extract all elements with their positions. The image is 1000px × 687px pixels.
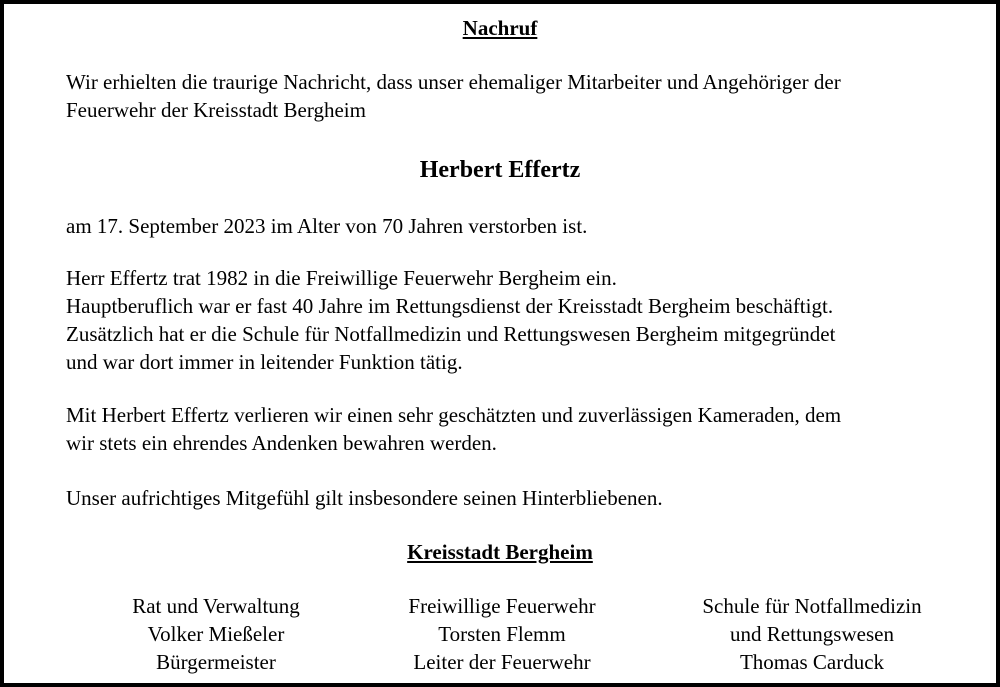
intro-paragraph xyxy=(66,68,936,124)
death-paragraph xyxy=(66,212,936,240)
organization-heading: Kreisstadt Bergheim xyxy=(407,540,593,564)
signature-line: Freiwillige Feuerwehr xyxy=(408,594,596,618)
signature-block xyxy=(4,592,996,676)
deceased-name: Herbert Effertz xyxy=(419,157,581,183)
tribute-paragraph xyxy=(66,401,936,457)
bio-line-4: und war dort immer in leitender Funktion tätig. xyxy=(66,350,463,374)
signature-line: Bürgermeister xyxy=(156,650,276,674)
signature-line: und Rettungswesen xyxy=(730,622,894,646)
signature-line: Schule für Notfallmedizin xyxy=(702,594,922,618)
signature-council xyxy=(66,592,366,676)
tribute-line-1: Mit Herbert Effertz verlieren wir einen sehr geschätzten und zuverlässigen Kameraden, dem xyxy=(66,403,842,427)
condolence-paragraph xyxy=(66,484,936,512)
signature-fire-department xyxy=(352,592,652,676)
intro-line-1: Wir erhielten die traurige Nachricht, dass unser ehemaliger Mitarbeiter und Angehöriger der xyxy=(66,70,841,94)
signature-emergency-school xyxy=(662,592,962,676)
bio-line-1: Herr Effertz trat 1982 in die Freiwillige Feuerwehr Bergheim ein. xyxy=(66,266,617,290)
signature-line: Thomas Carduck xyxy=(739,650,885,674)
tribute-line-2: wir stets ein ehrendes Andenken bewahren werden. xyxy=(66,431,497,455)
notice-title: Nachruf xyxy=(462,16,538,40)
bio-line-2: Hauptberuflich war er fast 40 Jahre im Rettungsdienst der Kreisstadt Bergheim beschäftigt. xyxy=(66,294,834,318)
death-line: am 17. September 2023 im Alter von 70 Jahren verstorben ist. xyxy=(66,214,588,238)
signature-line: Volker Mießeler xyxy=(147,622,285,646)
signature-line: Torsten Flemm xyxy=(438,622,566,646)
intro-line-2: Feuerwehr der Kreisstadt Bergheim xyxy=(66,98,366,122)
bio-line-3: Zusätzlich hat er die Schule für Notfallmedizin und Rettungswesen Bergheim mitgegründet xyxy=(66,322,836,346)
signature-line: Leiter der Feuerwehr xyxy=(413,650,591,674)
bio-paragraph xyxy=(66,264,936,376)
signature-line: Rat und Verwaltung xyxy=(132,594,300,618)
condolence-line: Unser aufrichtiges Mitgefühl gilt insbesondere seinen Hinterbliebenen. xyxy=(66,486,663,510)
